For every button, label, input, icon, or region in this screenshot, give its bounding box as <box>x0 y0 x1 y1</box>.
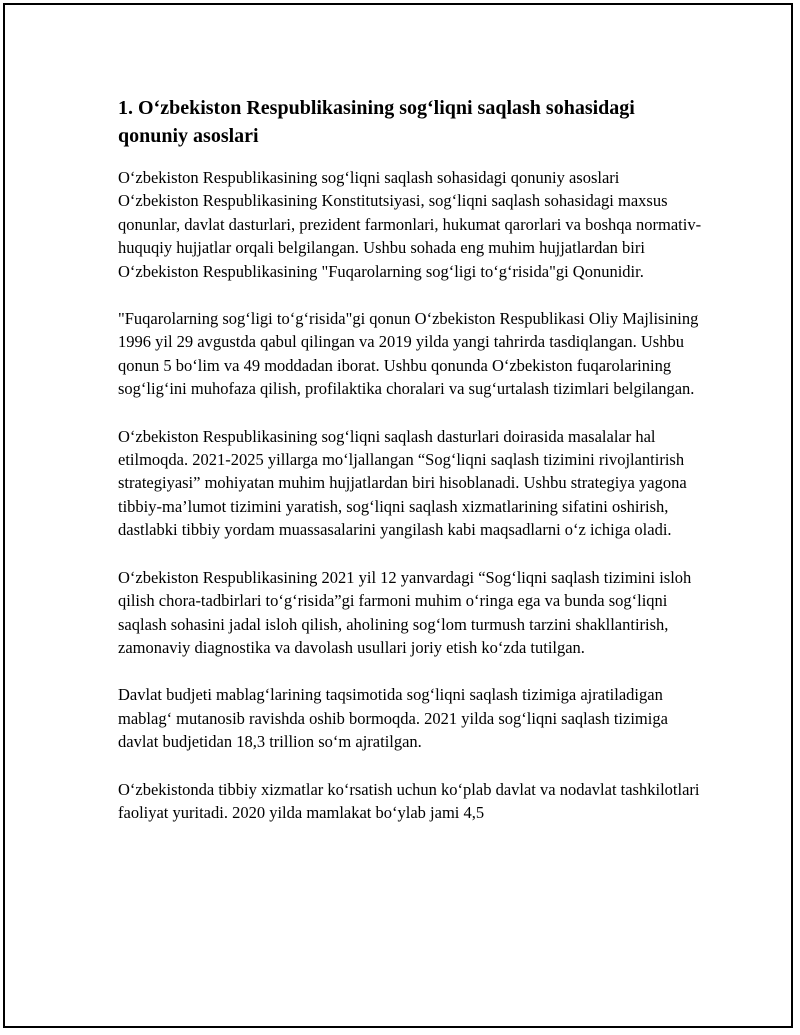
paragraph-budget: Davlat budjeti mablag‘larining taqsimotida sog‘liqni saqlash tizimiga ajratiladigan mablag‘ mutanosib ravishda oshib bormoqda. 2021 yilda sog‘liqni saqlash tizimiga davlat budjetidan 18,3 trillion so‘m ajratilgan. <box>118 685 668 752</box>
paragraph-decree: O‘zbekiston Respublikasining 2021 yil 12 yanvardagi “Sog‘liqni saqlash tizimini isloh qilish chora-tadbirlari to‘g‘risida”gi farmoni muhim o‘ringa ega va bunda sog‘liqni saqlash sohasini jadal isloh qilish, aholining sog‘lom turmush tarzini shakllantirish, zamonaviy diagnostika va davolash usullari joriy etish ko‘zda tutilgan. <box>118 567 692 657</box>
section-heading: 1. O‘zbekiston Respublikasining sog‘liqni saqlash sohasidagi qonuniy asoslari <box>118 97 635 147</box>
paragraph-institutions: O‘zbekistonda tibbiy xizmatlar ko‘rsatish uchun ko‘plab davlat va nodavlat tashkilotlari faoliyat yuritadi. 2020 yilda mamlakat bo‘ylab jami 4,5 <box>118 779 700 822</box>
paragraph-legal-basis: O‘zbekiston Respublikasining sog‘liqni saqlash sohasidagi qonuniy asoslari O‘zbekiston Respublikasining Konstitutsiyasi, sog‘liqni saqlash sohasidagi maxsus qonunlar, davlat dasturlari, prezident farmonlari, hukumat qarorlari va boshqa normativ-huquqiy hujjatlar orqali belgilangan. Ushbu sohada eng muhim hujjatlardan biri O‘zbekiston Respublikasining "Fuqarolarning sog‘ligi to‘g‘risida"gi Qonunidir. <box>118 168 702 281</box>
paragraph-health-law: "Fuqarolarning sog‘ligi to‘g‘risida"gi qonun O‘zbekiston Respublikasi Oliy Majlisining 1996 yil 29 avgustda qabul qilingan va 2019 yilda yangi tahrirda tasdiqlangan. Ushbu qonun 5 bo‘lim va 49 moddadan iborat. Ushbu qonunda O‘zbekiston fuqarolarining sog‘lig‘ini muhofaza qilish, profilaktika choralari va sug‘urtalash tizimlari belgilangan. <box>118 309 699 399</box>
document-body <box>118 94 702 848</box>
paragraph-strategy: O‘zbekiston Respublikasining sog‘liqni saqlash dasturlari doirasida masalalar hal etilmoqda. 2021-2025 yillarga mo‘ljallangan “Sog‘liqni saqlash tizimini rivojlantirish strategiyasi” mohiyatan muhim hujjatlardan biri hisoblanadi. Ushbu strategiya yagona tibbiy-ma’lumot tizimini yaratish, sog‘liqni saqlash xizmatlarining sifatini oshirish, dastlabki tibbiy yordam muassasalarini yangilash kabi maqsadlarni o‘z ichiga oladi. <box>118 426 687 540</box>
